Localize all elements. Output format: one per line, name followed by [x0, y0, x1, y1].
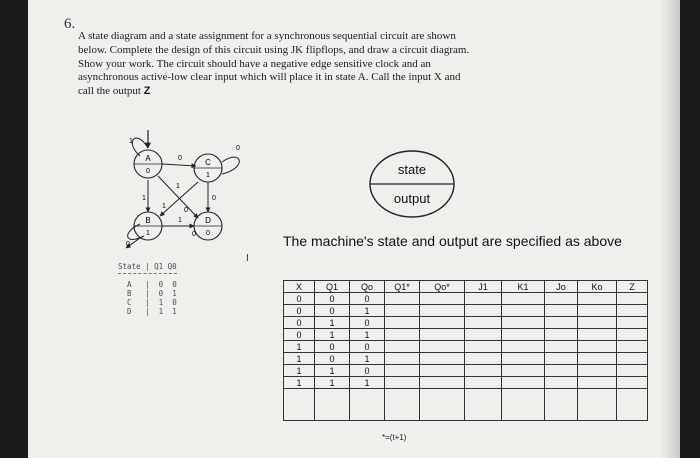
answer-cell[interactable] [578, 305, 617, 317]
answer-cell[interactable] [465, 329, 502, 341]
edge-label: 1 [162, 203, 166, 210]
state-output-legend [366, 148, 458, 220]
answer-cell[interactable] [545, 293, 578, 305]
answer-cell[interactable] [420, 389, 465, 421]
table-header-row [284, 281, 648, 293]
assign-header-state: State [118, 262, 141, 271]
header-z: Z [617, 281, 648, 293]
question-number: 6. [64, 16, 76, 32]
answer-cell[interactable] [420, 377, 465, 389]
state-b-output: 1 [146, 230, 150, 237]
answer-cell[interactable] [420, 305, 465, 317]
answer-cell[interactable] [465, 341, 502, 353]
answer-cell[interactable] [420, 329, 465, 341]
answer-cell[interactable] [578, 293, 617, 305]
table-cell: 0 [284, 305, 315, 317]
answer-cell[interactable] [420, 365, 465, 377]
table-cell: 1 [284, 341, 315, 353]
answer-cell[interactable] [617, 365, 648, 377]
edge-label: 1 [176, 183, 180, 190]
table-cell: 0 [284, 329, 315, 341]
header-k1: K1 [502, 281, 545, 293]
table-cell: 0 [315, 293, 350, 305]
assign-header-q0: Q0 [167, 262, 177, 271]
assign-q1: 0 [158, 280, 164, 289]
table-cell: 1 [284, 377, 315, 389]
empty-table-row [284, 389, 648, 421]
table-cell: 1 [350, 353, 385, 365]
state-a-name: A [145, 154, 151, 163]
answer-cell[interactable] [420, 341, 465, 353]
answer-cell[interactable] [502, 341, 545, 353]
assign-state: C [127, 298, 132, 307]
state-node-a [134, 150, 162, 178]
assign-q0: 0 [172, 280, 177, 289]
state-d-output: 0 [206, 230, 210, 237]
answer-cell[interactable] [545, 353, 578, 365]
table-cell: 1 [284, 353, 315, 365]
answer-cell[interactable] [578, 317, 617, 329]
edge-label: 0 [236, 145, 240, 152]
assign-q0: 1 [172, 307, 177, 316]
edge-label: 0 [212, 195, 216, 202]
output-variable-name: Z [143, 85, 151, 98]
answer-cell[interactable] [502, 389, 545, 421]
edge-a-to-c [162, 164, 196, 166]
assign-state: B [127, 289, 132, 298]
edge-label: 1 [178, 217, 182, 224]
answer-cell[interactable] [420, 293, 465, 305]
table-cell: 0 [315, 305, 350, 317]
answer-cell[interactable] [385, 293, 420, 305]
prompt-line-4: asynchronous active-low clear input which will place it in state A. Call the input X and [78, 71, 461, 84]
state-assignment-row: B | 0 1 [127, 289, 177, 298]
table-cell: 0 [284, 317, 315, 329]
self-loop-c [222, 157, 239, 174]
answer-cell[interactable] [420, 353, 465, 365]
assign-state: A [127, 280, 132, 289]
assign-q1: 1 [158, 307, 164, 316]
footnote: *=(t+1) [382, 433, 407, 442]
answer-cell[interactable] [617, 293, 648, 305]
answer-cell[interactable] [502, 377, 545, 389]
table-cell: 1 [315, 365, 350, 377]
answer-cell[interactable] [465, 305, 502, 317]
edge-label: 1 [129, 138, 133, 145]
table-row [284, 377, 648, 389]
header-q1-next: Q1* [385, 281, 420, 293]
answer-cell[interactable] [617, 329, 648, 341]
table-row [284, 329, 648, 341]
answer-cell[interactable] [578, 341, 617, 353]
table-cell: 1 [315, 377, 350, 389]
answer-cell[interactable] [502, 305, 545, 317]
assign-q0: 1 [172, 289, 177, 298]
answer-cell[interactable] [502, 365, 545, 377]
answer-cell[interactable] [617, 305, 648, 317]
table-cell: 1 [315, 317, 350, 329]
answer-cell[interactable] [578, 353, 617, 365]
table-cell: 1 [350, 305, 385, 317]
state-a-output: 0 [146, 168, 150, 175]
table-cell: 0 [350, 341, 385, 353]
state-assignment-row: A | 0 0 [127, 280, 177, 289]
answer-cell[interactable] [385, 365, 420, 377]
answer-cell[interactable] [502, 293, 545, 305]
state-c-output: 1 [206, 172, 210, 179]
answer-cell[interactable] [465, 353, 502, 365]
assign-header-q1: Q1 [154, 262, 164, 271]
answer-cell[interactable] [420, 317, 465, 329]
header-q0-next: Qo* [420, 281, 465, 293]
table-row [284, 317, 648, 329]
legend-state-label: state [397, 162, 427, 177]
edge-label: 0 [178, 155, 182, 162]
table-cell: 1 [350, 377, 385, 389]
answer-cell[interactable] [545, 389, 578, 421]
answer-cell[interactable] [385, 317, 420, 329]
state-node-d [194, 212, 222, 240]
answer-cell[interactable] [545, 377, 578, 389]
stray-mark: I [246, 253, 249, 264]
answer-cell[interactable] [545, 329, 578, 341]
answer-cell[interactable] [385, 305, 420, 317]
answer-cell[interactable] [502, 353, 545, 365]
assign-q1: 1 [158, 298, 164, 307]
table-row [284, 353, 648, 365]
state-assignment-row: C | 1 0 [127, 298, 177, 307]
answer-cell[interactable] [545, 305, 578, 317]
assign-state: D [127, 307, 132, 316]
table-cell: 0 [315, 341, 350, 353]
answer-cell[interactable] [545, 317, 578, 329]
assign-q1: 0 [158, 289, 164, 298]
answer-cell[interactable] [617, 389, 648, 421]
answer-cell[interactable] [350, 389, 385, 421]
prompt-line-1: A state diagram and a state assignment for a synchronous sequential circuit are shown [78, 30, 456, 42]
answer-cell[interactable] [315, 389, 350, 421]
prompt-line-2: below. Complete the design of this circuit using JK flipflops, and draw a circuit diagram. [78, 43, 470, 56]
state-node-b [134, 212, 162, 240]
state-assignment-header: State | Q1 Q0 [118, 262, 177, 274]
table-row [284, 365, 648, 377]
state-assignment-table [118, 262, 177, 316]
header-j1: J1 [465, 281, 502, 293]
answer-cell[interactable] [617, 377, 648, 389]
edge-label: 0 [126, 241, 130, 248]
header-j0: Jo [545, 281, 578, 293]
answer-cell[interactable] [617, 317, 648, 329]
answer-cell[interactable] [545, 365, 578, 377]
answer-cell[interactable] [465, 377, 502, 389]
header-q1: Q1 [315, 281, 350, 293]
answer-cell[interactable] [617, 353, 648, 365]
answer-cell[interactable] [578, 389, 617, 421]
state-assignment-row: D | 1 1 [127, 307, 177, 316]
answer-cell[interactable] [578, 365, 617, 377]
table-row [284, 305, 648, 317]
table-body [284, 293, 648, 421]
answer-cell[interactable] [465, 293, 502, 305]
prompt-line-3: Show your work. The circuit should have a negative edge sensitive clock and an [78, 57, 431, 70]
state-transition-table [283, 280, 648, 421]
header-q0: Qo [350, 281, 385, 293]
table-cell: 0 [350, 293, 385, 305]
state-b-name: B [145, 216, 151, 225]
state-node-c [194, 154, 222, 182]
table-cell: 1 [350, 329, 385, 341]
table-cell: 1 [315, 329, 350, 341]
answer-cell[interactable] [502, 317, 545, 329]
answer-cell[interactable] [617, 341, 648, 353]
state-c-name: C [205, 158, 211, 167]
edge-label: 1 [142, 195, 146, 202]
assign-q0: 0 [172, 298, 177, 307]
answer-cell[interactable] [385, 377, 420, 389]
header-x: X [284, 281, 315, 293]
edge-label: 0 [192, 231, 196, 238]
state-d-name: D [205, 216, 211, 225]
answer-cell[interactable] [385, 329, 420, 341]
answer-cell[interactable] [545, 341, 578, 353]
answer-cell[interactable] [578, 329, 617, 341]
machine-statement: The machine's state and output are specified as above [283, 233, 622, 249]
answer-cell[interactable] [465, 365, 502, 377]
answer-cell[interactable] [385, 341, 420, 353]
legend-output-label: output [393, 191, 431, 206]
edge-label: 0 [184, 207, 188, 214]
table-cell: 0 [350, 365, 385, 377]
prompt-line-5: call the output [78, 85, 141, 98]
header-k0: Ko [578, 281, 617, 293]
answer-cell[interactable] [578, 377, 617, 389]
question-prompt [78, 30, 558, 99]
answer-cell[interactable] [385, 353, 420, 365]
table-cell: 1 [284, 365, 315, 377]
answer-cell[interactable] [465, 389, 502, 421]
answer-cell[interactable] [465, 317, 502, 329]
page-edge-shadow [660, 0, 680, 458]
table-row [284, 293, 648, 305]
state-diagram [110, 120, 260, 260]
answer-cell[interactable] [284, 389, 315, 421]
table-cell: 0 [315, 353, 350, 365]
table-cell: 0 [284, 293, 315, 305]
table-row [284, 341, 648, 353]
table-cell: 0 [350, 317, 385, 329]
answer-cell[interactable] [502, 329, 545, 341]
answer-cell[interactable] [385, 389, 420, 421]
